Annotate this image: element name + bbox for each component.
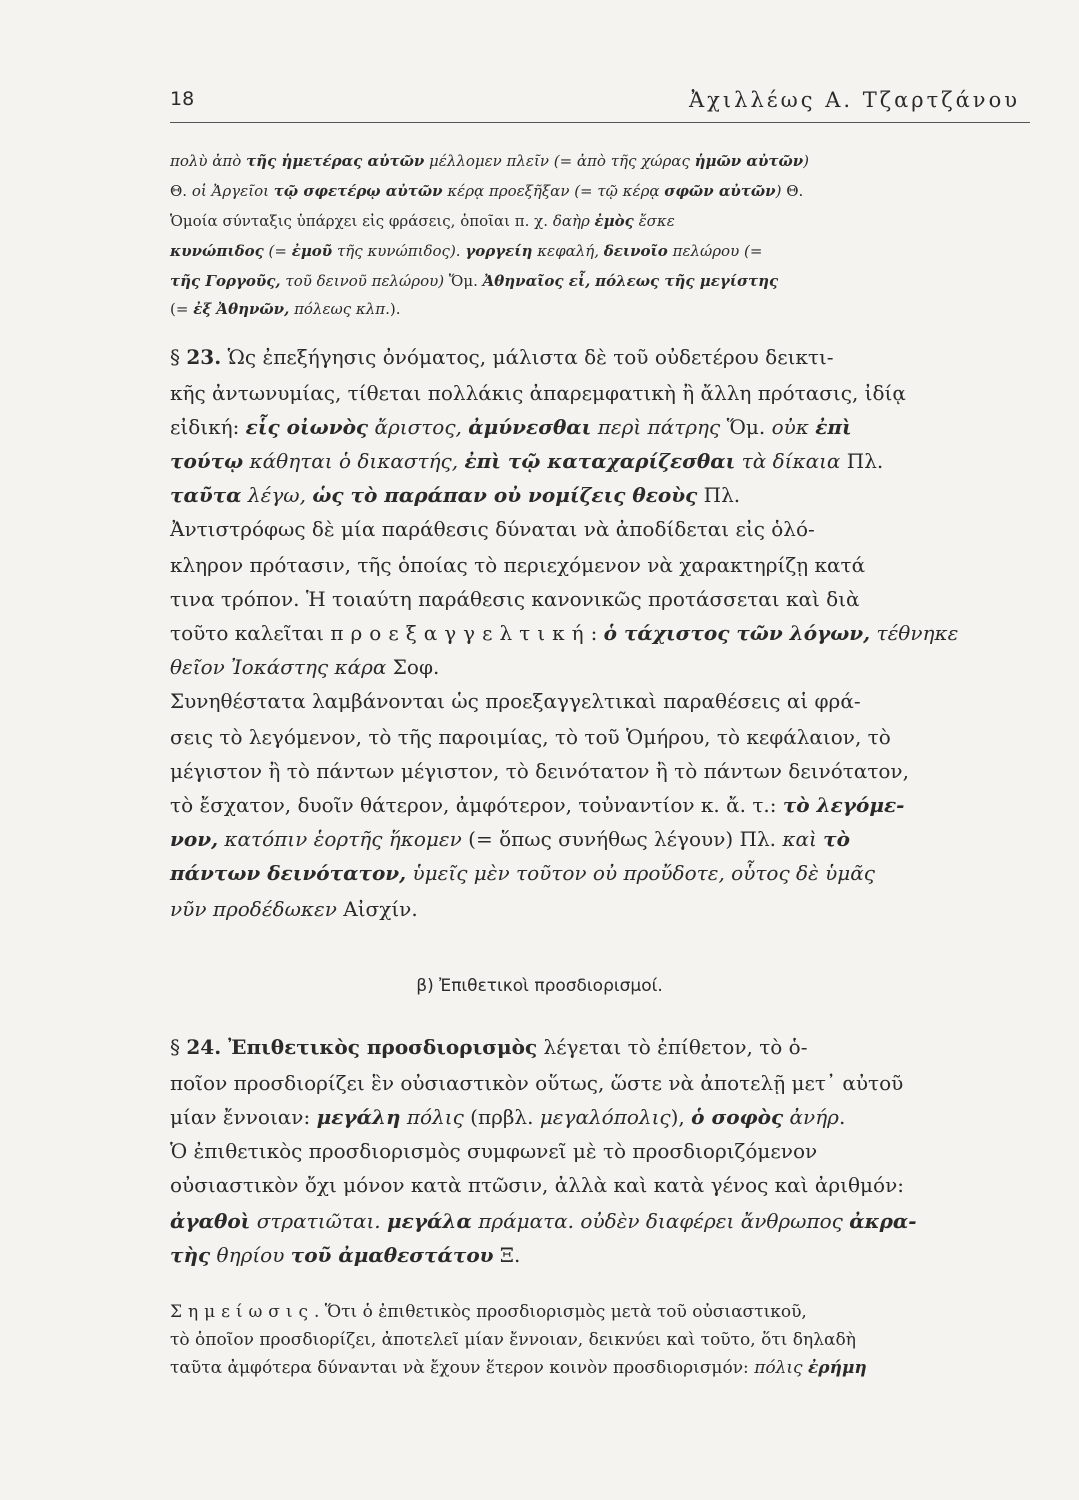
text-run: τῆς Γοργοῦς,	[170, 272, 281, 290]
footnote-line	[170, 148, 1030, 175]
text-run: θηρίου	[210, 1243, 291, 1267]
text-run: τὸ	[823, 827, 850, 851]
text-run: ἡμῶν αὐτῶν	[694, 152, 804, 170]
text-run: Ἀθηναῖος εἶ,	[482, 272, 591, 290]
text-run: μεγαλόπολις	[539, 1105, 671, 1129]
text-run: ταῦτα	[170, 483, 242, 507]
text-run: (=	[170, 300, 194, 318]
text-run: ποῖον προσδιορίζει ἓν οὐσιαστικὸν οὕτως, ὥστε νὰ ἀποτελῇ μετ᾽ αὐτοῦ	[170, 1071, 904, 1095]
body-line	[170, 584, 1030, 614]
text-run: ἀγαθοὶ	[170, 1209, 251, 1233]
body-line	[170, 722, 1030, 752]
text-run: κέρᾳ προεξῆξαν (= τῷ κέρᾳ	[442, 182, 665, 200]
text-run: τούτῳ	[170, 449, 244, 473]
text-run: οὐσιαστικὸν ὄχι μόνον κατὰ πτῶσιν, ἀλλὰ καὶ κατὰ γένος καὶ ἀριθμόν:	[170, 1173, 904, 1197]
text-run: . Ὅτι ὁ ἐπιθετικὸς προσδιορισμὸς μετὰ τοῦ οὐσιαστικοῦ,	[313, 1302, 807, 1322]
text-run: πόλεως τῆς μεγίστης	[595, 272, 779, 290]
text-run: λέγω,	[241, 483, 313, 507]
text-run: τινα τρόπον. Ἡ τοιαύτη παράθεσις κανονικῶς προτάσσεται καὶ διὰ	[170, 587, 860, 611]
text-run: νῦν προδέδωκεν	[170, 897, 337, 921]
text-run: Ὅμ.	[444, 272, 483, 290]
text-run: 24. Ἐπιθετικὸς προσδιορισμὸς	[186, 1035, 538, 1059]
text-run: οὐκ	[771, 415, 816, 439]
text-run: (πρβλ.	[463, 1105, 540, 1129]
text-run: κυνώπιδος	[170, 242, 264, 260]
text-run: πελώρου (=	[667, 242, 763, 260]
text-run: ὑμεῖς μὲν τοῦτον οὐ προὔδοτε, οὗτος δὲ ὑμᾶς	[406, 861, 876, 885]
text-run: ἀνήρ	[783, 1105, 839, 1129]
text-run: κληρον πρότασιν, τῆς ὁποίας τὸ περιεχόμενον νὰ χαρακτηρίζῃ κατά	[170, 553, 866, 577]
text-run: μίαν ἔννοιαν:	[170, 1105, 317, 1129]
text-run: ἐρήμη	[807, 1358, 867, 1378]
text-run: εἰδική:	[170, 415, 246, 439]
text-run: Αἰσχίν.	[336, 897, 418, 921]
text-run: τὰ δίκαια	[735, 449, 841, 473]
text-run: τοῦτο καλεῖται	[170, 621, 331, 645]
text-run: Σημείωσις	[170, 1302, 314, 1322]
body-line	[170, 1240, 1030, 1270]
body-line	[170, 756, 1030, 786]
note-line	[170, 1326, 1030, 1354]
text-run: πράματα. οὐδὲν διαφέρει ἄνθρωπος	[471, 1209, 850, 1233]
body-line	[170, 1206, 1030, 1236]
running-head: Ἀχιλλέως Α. Τζαρτζάνου	[689, 88, 1020, 112]
footnote-line	[170, 296, 1030, 323]
text-run: .	[838, 1105, 846, 1129]
text-run: μέλλομεν πλεῖν (= ἀπὸ τῆς χώρας	[424, 152, 695, 170]
text-run: τοῦ ἀμαθεστάτου	[290, 1243, 494, 1267]
text-run: τῷ σφετέρῳ αὐτῶν	[273, 182, 443, 200]
text-run: τῆς ἡμετέρας αὐτῶν	[246, 152, 425, 170]
text-run: ἔσκε	[633, 212, 675, 230]
text-run: Θ.	[170, 182, 192, 200]
text-run: ἐπὶ τῷ καταχαρίζεσθαι	[464, 449, 736, 473]
text-run: ),	[670, 1105, 692, 1129]
text-run: μέγιστον ἢ τὸ πάντων μέγιστον, τὸ δεινότατον ἢ τὸ πάντων δεινότατον,	[170, 759, 909, 783]
text-run: πολὺ ἀπὸ	[170, 152, 247, 170]
text-run: Θ.	[781, 182, 804, 200]
body-line	[170, 550, 1030, 580]
text-run: Συνηθέστατα λαμβάνονται ὡς προεξαγγελτικαὶ παραθέσεις αἱ φρά-	[170, 689, 861, 713]
text-run: μεγάλα	[387, 1209, 472, 1233]
text-run: §	[170, 345, 187, 369]
text-run: Πλ.	[697, 483, 741, 507]
footnote-line	[170, 238, 1030, 265]
body-line	[170, 1068, 1030, 1098]
text-run: τέθνηκε	[870, 621, 959, 645]
text-run: τὴς	[170, 1243, 211, 1267]
text-run: (=	[263, 242, 292, 260]
text-run: μεγάλη	[316, 1105, 401, 1129]
text-run: δαὴρ	[552, 212, 595, 230]
text-run: κῆς ἀντωνυμίας, τίθεται πολλάκις ἀπαρεμφατικὴ ἢ ἄλλη πρότασις, ἰδίᾳ	[170, 381, 906, 405]
text-run: τὸ ἔσχατον, δυοῖν θάτερον, ἀμφότερον, τοὐναντίον κ. ἄ. τ.:	[170, 793, 783, 817]
text-run: στρατιῶται.	[250, 1209, 388, 1233]
text-run: §	[170, 1035, 187, 1059]
body-line	[170, 378, 1030, 408]
body-line	[170, 790, 1030, 820]
text-run: σεις τὸ λεγόμενον, τὸ τῆς παροιμίας, τὸ τοῦ Ὁμήρου, τὸ κεφάλαιον, τὸ	[170, 725, 891, 749]
note-line	[170, 1354, 1030, 1382]
note-line	[170, 1298, 1030, 1326]
body-line	[170, 618, 1030, 648]
body-line	[170, 1032, 1030, 1062]
body-line	[170, 446, 1030, 476]
text-run: Ἀντιστρόφως δὲ μία παράθεσις δύναται νὰ ἀποδίδεται εἰς ὁλό-	[170, 517, 815, 541]
body-line	[170, 858, 1030, 888]
text-run: κάθηται ὁ δικαστής,	[243, 449, 465, 473]
text-run: κατόπιν ἑορτῆς ἥκομεν	[218, 827, 462, 851]
text-run: ἀκρα-	[849, 1209, 917, 1233]
text-run: :	[590, 621, 604, 645]
text-run: ).	[389, 300, 401, 318]
text-run: πόλεως κλπ.	[289, 300, 390, 318]
text-run: ἐπὶ	[815, 415, 852, 439]
text-run: ἐξ Ἀθηνῶν,	[193, 300, 290, 318]
text-run: Ὅμ.	[720, 415, 772, 439]
text-run: τὸ λεγόμε-	[782, 793, 905, 817]
text-run: τὸ ὁποῖον προσδιορίζει, ἀποτελεῖ μίαν ἔννοιαν, δεικνύει καὶ τοῦτο, ὅτι δηλαδὴ	[170, 1330, 856, 1350]
text-run: κεφαλή,	[532, 242, 604, 260]
body-line	[170, 686, 1030, 716]
text-run: καὶ	[782, 827, 824, 851]
text-run: )	[803, 152, 810, 170]
text-run: ἐμὸς	[594, 212, 634, 230]
body-line	[170, 1102, 1030, 1132]
text-run: ὁ τάχιστος τῶν λόγων,	[603, 621, 871, 645]
body-line	[170, 514, 1030, 544]
body-line	[170, 824, 1030, 854]
text-run: εἷς οἰωνὸς	[245, 415, 369, 439]
section-subheading: β) Ἐπιθετικοὶ προσδιορισμοί.	[416, 976, 663, 996]
text-run: )	[775, 182, 782, 200]
body-line	[170, 342, 1030, 372]
text-run: Ὁ ἐπιθετικὸς προσδιορισμὸς συμφωνεῖ μὲ τὸ προσδιοριζόμενον	[170, 1139, 818, 1163]
text-run: δεινοῖο	[603, 242, 668, 260]
text-run: Ὁμοία σύνταξις ὑπάρχει εἰς φράσεις, ὁποῖαι π. χ.	[170, 212, 553, 230]
text-run: ὁ σοφὸς	[691, 1105, 784, 1129]
text-run: προεξαγγελτική	[330, 621, 591, 645]
footnote-line	[170, 268, 1030, 295]
text-run: πάντων δεινότατον,	[170, 861, 407, 885]
page-number: 18	[170, 88, 195, 110]
text-run: Ὡς ἐπεξήγησις ὀνόματος, μάλιστα δὲ τοῦ οὐδετέρου δεικτι-	[221, 345, 834, 369]
text-run: ἀμύνεσθαι	[468, 415, 592, 439]
page-header	[170, 88, 1030, 123]
text-run: Ξ.	[493, 1243, 521, 1267]
text-run: πόλις	[754, 1358, 808, 1378]
text-run: γοργείη	[465, 242, 533, 260]
body-line	[170, 412, 1030, 442]
text-run: θεῖον Ἰοκάστης κάρα	[170, 655, 387, 679]
text-run: λέγεται τὸ ἐπίθετον, τὸ ὁ-	[537, 1035, 808, 1059]
body-line	[170, 1136, 1030, 1166]
text-run: ἄριστος,	[368, 415, 469, 439]
text-run: Πλ.	[840, 449, 884, 473]
text-run: νον,	[170, 827, 219, 851]
text-run: Σοφ.	[386, 655, 440, 679]
text-run: οἱ Ἀργεῖοι	[191, 182, 274, 200]
body-line	[170, 652, 1030, 682]
text-run: ὡς τὸ παράπαν οὐ νομίζεις θεοὺς	[312, 483, 698, 507]
text-run: περὶ πάτρης	[591, 415, 721, 439]
text-run: ἐμοῦ	[291, 242, 333, 260]
text-run: 23.	[186, 345, 222, 369]
text-run: πόλις	[400, 1105, 464, 1129]
body-line	[170, 480, 1030, 510]
text-run: σφῶν αὐτῶν	[664, 182, 776, 200]
text-run: τῆς κυνώπιδος).	[332, 242, 466, 260]
body-line	[170, 1170, 1030, 1200]
footnote-line	[170, 208, 1030, 235]
text-run: τοῦ δεινοῦ πελώρου)	[280, 272, 445, 290]
text-run: ταῦτα ἀμφότερα δύνανται νὰ ἔχουν ἕτερον κοινὸν προσδιορισμόν:	[170, 1358, 755, 1378]
footnote-line	[170, 178, 1030, 205]
body-line	[170, 894, 1030, 924]
text-run: (= ὅπως συνήθως λέγουν) Πλ.	[461, 827, 783, 851]
